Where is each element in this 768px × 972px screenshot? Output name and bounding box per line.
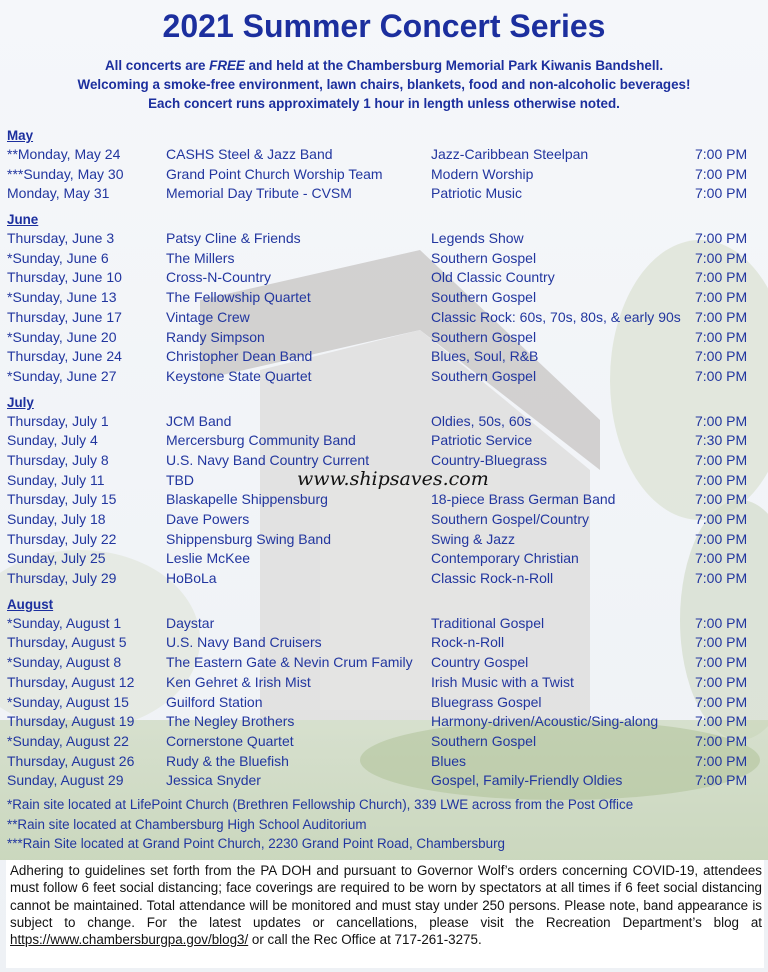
concert-genre: Irish Music with a Twist [431, 673, 574, 690]
concert-performer: Cross-N-Country [166, 269, 272, 286]
concert-date: Thursday, August 12 [7, 673, 135, 690]
concert-date: Thursday, July 8 [7, 451, 109, 468]
concert-genre: Blues [431, 752, 467, 769]
concert-row [7, 732, 763, 752]
concert-time: 7:00 PM [695, 471, 748, 488]
concert-date: ***Sunday, May 30 [7, 165, 124, 182]
concert-date: Thursday, June 17 [7, 308, 122, 325]
concert-row [7, 431, 763, 451]
concert-row [7, 412, 763, 432]
concert-time: 7:00 PM [695, 570, 748, 587]
watermark: www.shipsaves.com [297, 468, 489, 490]
concert-time: 7:00 PM [695, 491, 748, 508]
concert-row [7, 184, 763, 204]
concert-time: 7:00 PM [695, 550, 748, 567]
month-list-may [7, 145, 763, 204]
concert-date: *Sunday, August 1 [7, 614, 122, 631]
recreation-blog-link[interactable]: https://www.chambersburgpa.gov/blog3/ [10, 932, 249, 948]
concert-row [7, 145, 763, 165]
concert-genre: Southern Gospel/Country [431, 511, 589, 527]
concert-time: 7:00 PM [695, 367, 748, 384]
month-heading-may: May [7, 128, 34, 143]
concert-row [7, 614, 763, 634]
concert-row [7, 490, 763, 510]
concert-performer: Rudy & the Bluefish [166, 752, 289, 769]
concert-genre: Gospel, Family-Friendly Oldies [431, 772, 623, 789]
concert-performer: HoBoLa [166, 570, 217, 587]
concert-genre: Bluegrass Gospel [431, 693, 542, 710]
concert-date: Thursday, August 19 [7, 713, 135, 730]
concert-genre: Harmony-driven/Acoustic/Sing-along [431, 713, 659, 730]
concert-performer: Daystar [166, 614, 215, 631]
concert-performer: Randy Simpson [166, 328, 265, 345]
concert-genre: Classic Rock: 60s, 70s, 80s, & early 90s [431, 308, 681, 325]
intro-line-2: Welcoming a smoke-free environment, lawn chairs, blankets, food and non-alcoholic beverages! [77, 77, 691, 92]
concert-performer: Grand Point Church Worship Team [166, 165, 383, 182]
concert-date: Sunday, July 4 [7, 432, 98, 449]
concert-date: Sunday, July 11 [7, 471, 105, 488]
concert-genre: Patriotic Service [431, 432, 533, 449]
concert-time: 7:00 PM [695, 654, 748, 671]
concert-genre: Rock-n-Roll [431, 634, 505, 651]
concert-performer: U.S. Navy Band Country Current [166, 451, 370, 468]
concert-date: Thursday, June 24 [7, 348, 122, 365]
concert-time: 7:00 PM [695, 772, 748, 789]
concert-row [7, 653, 763, 673]
concert-performer: Vintage Crew [166, 308, 250, 325]
concert-genre: Country Gospel [431, 654, 529, 671]
concert-date: *Sunday, August 8 [7, 654, 122, 671]
concert-performer: U.S. Navy Band Cruisers [166, 634, 322, 651]
concert-time: 7:00 PM [695, 308, 748, 325]
concert-performer: CASHS Steel & Jazz Band [166, 146, 333, 162]
concert-row [7, 510, 763, 530]
concert-time: 7:00 PM [695, 713, 748, 730]
concert-genre: Oldies, 50s, 60s [431, 412, 532, 429]
concert-performer: Guilford Station [166, 693, 263, 710]
concert-row [7, 549, 763, 569]
concert-date: **Monday, May 24 [7, 146, 121, 162]
concert-genre: Southern Gospel [431, 328, 537, 345]
concert-time: 7:00 PM [695, 165, 748, 182]
concert-time: 7:00 PM [695, 614, 748, 631]
concert-row [7, 771, 763, 791]
concert-date: Thursday, July 15 [7, 491, 117, 508]
concert-date: *Sunday, June 13 [7, 289, 117, 306]
concert-genre: Contemporary Christian [431, 550, 579, 567]
concert-performer: Keystone State Quartet [166, 367, 312, 384]
concert-time: 7:00 PM [695, 289, 748, 306]
concert-date: Thursday, July 22 [7, 530, 117, 547]
concert-performer: Blaskapelle Shippensburg [166, 491, 328, 508]
concert-performer: The Negley Brothers [166, 713, 295, 730]
concert-date: *Sunday, June 20 [7, 328, 117, 345]
concert-time: 7:00 PM [695, 412, 748, 429]
concert-row [7, 229, 763, 249]
concert-genre: Legends Show [431, 230, 524, 247]
concert-performer: Mercersburg Community Band [166, 432, 356, 449]
concert-date: Monday, May 31 [7, 185, 110, 202]
concert-date: *Sunday, June 27 [7, 367, 117, 384]
concert-row [7, 268, 763, 288]
concert-row [7, 249, 763, 269]
concert-time: 7:00 PM [695, 185, 748, 202]
concert-row [7, 712, 763, 732]
intro-line-3: Each concert runs approximately 1 hour in length unless otherwise noted. [148, 96, 620, 111]
concert-genre: Southern Gospel [431, 249, 537, 266]
concert-genre: Southern Gospel [431, 732, 537, 749]
concert-time: 7:00 PM [695, 673, 748, 690]
concert-performer: Ken Gehret & Irish Mist [166, 673, 311, 690]
concert-time: 7:00 PM [695, 269, 748, 286]
concert-date: Thursday, July 1 [7, 412, 109, 429]
month-heading-june: June [7, 212, 39, 228]
page-title: 2021 Summer Concert Series [162, 8, 606, 44]
concert-row [7, 752, 763, 772]
concert-row [7, 328, 763, 348]
concert-time: 7:00 PM [695, 348, 748, 365]
concert-date: Sunday, July 18 [7, 511, 106, 527]
concert-time: 7:00 PM [695, 693, 748, 710]
concert-genre: Southern Gospel [431, 367, 537, 384]
covid-notice: Adhering to guidelines set forth from the PA DOH and pursuant to Governor Wolf’s orders concerning COVID-19, attendees must follow 6 feet social distancing; face coverings are required to be worn by spectators at all times if 6 feet social distancing cannot be maintained. Total attendance will be monitored and must stay under 250 persons. Please note, band appearance is subject to change. For the latest updates or cancellations, please visit the Recreation Department’s blog at https://www.chambersburgpa.gov/blog3/ or call the Rec Office at 717-261-3275. [6, 860, 764, 968]
concert-genre: Patriotic Music [431, 185, 523, 202]
month-list-august [7, 614, 763, 791]
rain-note-3: ***Rain Site located at Grand Point Church, 2230 Grand Point Road, Chambersburg [7, 836, 505, 851]
free-emphasis: FREE [209, 58, 245, 73]
intro-block [4, 56, 764, 113]
concert-date: Thursday, July 29 [7, 570, 117, 587]
concert-row [7, 165, 763, 185]
concert-genre: Jazz-Caribbean Steelpan [431, 146, 589, 162]
concert-time: 7:00 PM [695, 146, 748, 162]
concert-performer: Shippensburg Swing Band [166, 530, 332, 547]
concert-performer: JCM Band [166, 412, 232, 429]
concert-date: Sunday, July 25 [7, 550, 106, 567]
concert-genre: Swing & Jazz [431, 530, 516, 547]
concert-row [7, 367, 763, 387]
concert-genre: Classic Rock-n-Roll [431, 570, 554, 587]
concert-performer: Patsy Cline & Friends [166, 230, 301, 247]
rain-note-1: *Rain site located at LifePoint Church (Brethren Fellowship Church), 339 LWE across from the Post Office [7, 797, 634, 812]
concert-row [7, 347, 763, 367]
rain-note-2: **Rain site located at Chambersburg High School Auditorium [7, 816, 367, 832]
concert-date: *Sunday, June 6 [7, 249, 109, 266]
concert-time: 7:00 PM [695, 732, 748, 749]
concert-performer: Dave Powers [166, 511, 250, 527]
concert-genre: Traditional Gospel [431, 614, 545, 631]
concert-date: Thursday, June 3 [7, 230, 115, 247]
concert-date: Thursday, June 10 [7, 269, 122, 286]
concert-date: Thursday, August 5 [7, 634, 127, 651]
concert-performer: Christopher Dean Band [166, 348, 313, 365]
concert-genre: Blues, Soul, R&B [431, 348, 539, 365]
concert-performer: The Eastern Gate & Nevin Crum Family [166, 654, 413, 671]
concert-genre: Old Classic Country [431, 269, 555, 286]
concert-time: 7:00 PM [695, 328, 748, 345]
concert-row [7, 693, 763, 713]
concert-time: 7:00 PM [695, 752, 748, 769]
concert-row [7, 673, 763, 693]
concert-genre: Country-Bluegrass [431, 451, 547, 468]
concert-schedule [7, 126, 763, 791]
concert-row [7, 530, 763, 550]
concert-time: 7:00 PM [695, 249, 748, 266]
intro-line-1: All concerts are FREE and held at the Chambersburg Memorial Park Kiwanis Bandshell. [104, 58, 664, 73]
concert-performer: The Millers [166, 249, 235, 266]
concert-time: 7:00 PM [695, 451, 748, 468]
concert-date: Thursday, August 26 [7, 752, 135, 769]
concert-genre: Southern Gospel [431, 289, 537, 306]
concert-date: Sunday, August 29 [7, 772, 124, 789]
month-heading-august: August [7, 596, 54, 612]
concert-performer: Cornerstone Quartet [166, 732, 294, 749]
concert-time: 7:30 PM [695, 432, 748, 449]
concert-time: 7:00 PM [695, 634, 748, 651]
month-list-july [7, 412, 763, 589]
concert-time: 7:00 PM [695, 511, 748, 527]
concert-row [7, 569, 763, 589]
concert-time: 7:00 PM [695, 230, 748, 247]
rain-site-notes [7, 795, 763, 854]
concert-performer: The Fellowship Quartet [166, 289, 311, 306]
concert-date: *Sunday, August 15 [7, 693, 129, 710]
concert-row [7, 288, 763, 308]
concert-genre: 18-piece Brass German Band [431, 491, 616, 508]
concert-time: 7:00 PM [695, 530, 748, 547]
concert-performer: Jessica Snyder [166, 772, 261, 789]
concert-performer: Memorial Day Tribute - CVSM [166, 185, 352, 202]
concert-date: *Sunday, August 22 [7, 732, 129, 749]
concert-performer: Leslie McKee [166, 550, 251, 567]
concert-row [7, 633, 763, 653]
concert-performer: TBD [166, 471, 194, 488]
concert-row [7, 308, 763, 328]
month-heading-july: July [7, 394, 34, 410]
concert-genre: Modern Worship [431, 165, 534, 182]
month-list-june [7, 229, 763, 387]
